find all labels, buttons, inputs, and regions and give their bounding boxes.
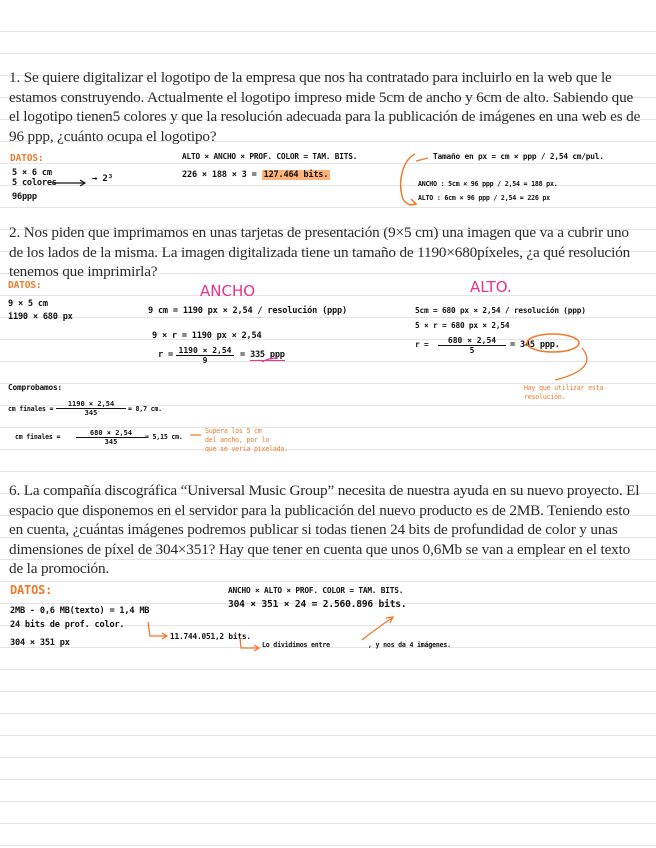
p6-dato-space: 2MB - 0,6 MB(texto) = 1,4 MB [10,606,150,616]
p2-alto-num: 680 × 2,54 [438,336,506,346]
p2-ancho-value: 335 ppp [249,350,285,360]
p2-alto-eq1: 5cm = 680 px × 2,54 / resolución (ppp) [415,306,586,315]
p2-r-label-2: r = [415,340,429,349]
p6-bits-total: 11.744.051,2 bits. [170,632,251,641]
p6-formula: ANCHO × ALTO × PROF. COLOR = TAM. BITS. [228,586,404,595]
p2-ancho-den: 9 [202,356,208,365]
p6-datos-label: DATOS: [10,583,53,597]
p2-dato-px: 1190 × 680 px [8,312,73,322]
p2-ancho-eq1: 9 cm = 1190 px × 2,54 / resolución (ppp) [148,306,347,316]
p2-check1-num: 1190 × 2,54 [56,400,126,409]
p1-tamano-formula: Tamaño en px = cm × ppp / 2,54 cm/pul. [433,152,604,161]
problem-2-text: 2. Nos piden que imprimamos en unas tarjetas de presentación (9×5 cm) una imagen que va a cubrir uno de los lados de la misma. La imagen digitalizada tiene un tamaño de 1190×680píxeles, ¿a qué resolución tenemos que imprimirla? [9,224,631,281]
p1-formula: ALTO × ANCHO × PROF. COLOR = TAM. BITS. [182,152,358,161]
p1-alto-calc: ALTO : 6cm × 96 ppp / 2,54 = 226 px [418,194,550,202]
p1-dato-ppp: 96ppp [12,192,37,202]
p6-dato-depth: 24 bits de prof. color. [10,620,125,630]
p2-note-resolution: Hay que utilizar esta resolución. [524,384,604,401]
p1-calc-ops: 226 × 188 × 3 = [182,170,257,180]
p2-datos-label: DATOS: [8,280,42,291]
p2-ancho-title: ANCHO [200,282,256,300]
p1-ancho-calc: ANCHO : 5cm × 96 ppp / 2,54 = 188 px. [418,180,558,188]
p2-check2-label: cm finales = [15,433,61,441]
problem-6-text: 6. La compañía discográfica “Universal Music Group” necesita de nuestra ayuda en su nuevo proyecto. El espacio que disponemos en el servidor para la publicación del nuevo producto es de 2MB. Teniendo esto en cuenta, ¿cuántas imágenes podremos publicar si todas tienen 24 bits de profundidad de color y unas dimensiones de píxel de 304×351? Hay que tener en cuenta que unos 0,6Mb se van a emplear en el texto de la promoción. [9,482,640,578]
p6-divide: Lo dividimos entre [262,641,330,649]
p2-ancho-num: 1190 × 2,54 [176,346,234,356]
p2-check2-num: 680 × 2,54 [76,429,146,438]
p2-check2-result: = 5,15 cm. [145,433,183,441]
p1-curved-arrow [401,154,416,205]
p1-dato-size: 5 × 6 cm [12,168,52,178]
p2-alto-value: 345 ppp. [519,340,560,350]
p6-result: , y nos da 4 imágenes. [368,641,451,649]
p2-alto-title: ALTO. [470,278,512,296]
p6-calc: 304 × 351 × 24 = 2.560.896 bits. [228,599,407,610]
p2-dato-size: 9 × 5 cm [8,299,48,309]
p1-small-arrow [416,158,428,161]
p2-check-title: Comprobamos: [8,383,62,392]
p2-note-pixelated: Supera los 5 cm del ancho, por lo que se vería pixelada. [205,427,288,453]
p2-alto-den: 5 [469,346,475,355]
problem-1-text: 1. Se quiere digitalizar el logotipo de la empresa que nos ha contratado para incluirlo en la web que le estamos construyendo. Actualmente el logotipo impreso mide 5cm de ancho y 6cm de alto. Sabiendo que el logotipo tienen5 colores y que la resolución adecuada para la publicación de imágenes en una web es de 96 ppp, ¿cuánto ocupa el logotipo? [9,69,641,145]
p2-ancho-eq2: 9 × r = 1190 px × 2,54 [152,331,262,341]
p2-ancho-eq: = [240,350,245,360]
p2-check2-den: 345 [104,438,118,446]
p2-alto-eq2: 5 × r = 680 px × 2,54 [415,321,510,330]
p2-alto-eq: = [510,340,515,350]
p2-result-circle [527,334,579,352]
p2-check1-result: = 8,7 cm. [128,405,162,413]
p1-result: 127.464 bits. [263,170,329,180]
p6-dato-dims: 304 × 351 px [10,638,70,648]
p1-dato-bits: → 2³ [92,174,113,184]
p1-datos-label: DATOS: [10,153,44,164]
p2-pink-underline [262,358,278,362]
p1-arrow-head [409,199,416,205]
p2-check1-den: 345 [84,409,98,417]
p2-note-arrow [555,348,587,380]
p1-dato-colors: 5 colores [12,178,57,188]
p2-check1-label: cm finales = [8,405,54,413]
p2-r-label: r = [158,350,173,360]
p6-arrow-3 [362,618,392,640]
